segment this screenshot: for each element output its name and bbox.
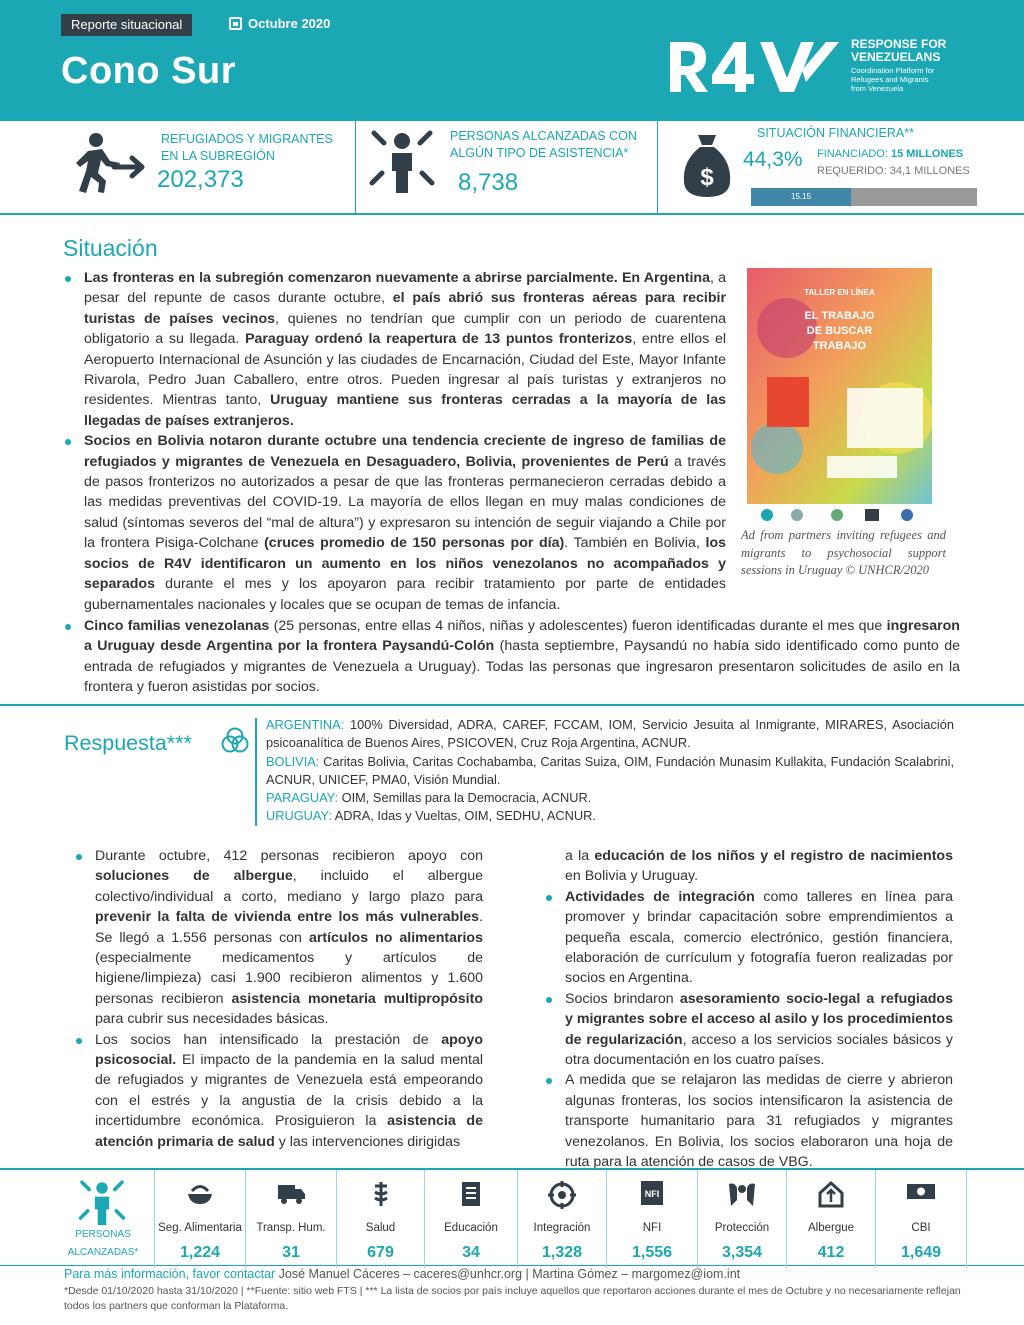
sector-food-value: 1,224 [179, 1244, 221, 1261]
sector-integration [518, 1170, 606, 1268]
sector-food [155, 1170, 245, 1268]
sector-cbi [876, 1170, 966, 1268]
partners-bolivia: BOLIVIA: Caritas Bolivia, Caritas Cochabamba, Caritas Suiza, OIM, Fundación Munasim Kullakita, Fundación Scalabrini, ACNUR, UNICEF, PMA0, Visión Mundial. [266, 753, 954, 787]
sectors-reached-label-line-1: PERSONAS [75, 1229, 131, 1240]
respuesta-list-2 [543, 887, 953, 1173]
sector-education [425, 1170, 517, 1268]
respuesta-bullet-5: A medida que se relajaron las medidas de cierre y abrieron algunas fronteras, los socios intensificaron la asistencia de transporte humanitario para 31 refugiados y migrantes venezolanos. En Bolivia, los socios elaboraron una hoja de ruta para la atención de casos de VBG. [543, 1070, 953, 1172]
logo-line-2: VENEZUELANS [851, 50, 941, 64]
cash-icon [905, 1180, 937, 1202]
sector-cbi-value: 1,649 [900, 1244, 942, 1261]
finance-label: SITUACIÓN FINANCIERA** [757, 126, 914, 140]
situacion-title: Situación [63, 235, 158, 261]
respuesta-column-2 [543, 846, 953, 1173]
sector-protection [698, 1170, 786, 1268]
sector-integration-label: Integración [533, 1222, 591, 1234]
logo-sub-2: Refugees and Migrants [851, 75, 929, 84]
stat-divider [355, 121, 356, 215]
logo-line-1: RESPONSE FOR [851, 37, 947, 51]
sector-nfi-value: 1,556 [631, 1244, 673, 1261]
partners-paraguay: PARAGUAY: OIM, Semillas para la Democracia, ACNUR. [266, 790, 592, 806]
sector-divider [966, 1170, 967, 1268]
respuesta-title: Respuesta*** [64, 731, 192, 755]
sector-transport [246, 1170, 336, 1268]
stat-divider [657, 121, 658, 215]
funded-label-text: FINANCIADO: [817, 148, 891, 160]
required-label: REQUERIDO: 34,1 MILLONES [817, 165, 970, 177]
book-icon [460, 1180, 482, 1208]
sector-education-label: Educación [444, 1222, 498, 1234]
report-date [229, 16, 330, 31]
truck-icon [276, 1180, 306, 1206]
health-icon [370, 1180, 392, 1208]
finance-percent: 44,3% [743, 148, 803, 171]
svg-text:NFI: NFI [644, 1189, 660, 1199]
refugees-label [161, 131, 333, 165]
sectors-reached-label [56, 1226, 150, 1262]
respuesta-bullet-2: Los socios han intensificado la prestación de apoyo psicosocial. El impacto de la pandemia en la salud mental de refugiados y migrantes de Venezuela está empeorando con el estrés y la angustia de la crisis debido a la incertidumbre económica. Prosiguieron la asistencia de atención primaria de salud y las intervenciones dirigidas [73, 1030, 483, 1152]
reached-person-icon [366, 127, 438, 197]
situacion-bullet-1: Las fronteras en la subregión comenzaron nuevamente a abrirse parcialmente. En Argentina, a pesar del repunte de casos durante octubre, el país abrió sus fronteras aéreas para recibir turistas de países vecinos, quienes no tendrían que cumplir con un periodo de cuarentena obligatorio a su llegada. Paraguay ordenó la reapertura de 13 puntos fronterizos, entre ellos el Aeropuerto Internacional de Asunción y las ciudades de Encarnación, Ciudad del Este, Mayor Infante Rivarola, Pedro Juan Caballero, entre otros. Pueden ingresar al país turistas y extranjeros no residentes. Mientras tanto, Uruguay mantiene sus fronteras cerradas a la mayoría de las llegadas de países extranjeros. [62, 268, 726, 431]
funded-value: 15 MILLONES [890, 148, 964, 160]
footnotes: *Desde 01/10/2020 hasta 31/10/2020 | **Fuente: sitio web FTS | *** La lista de socios por país incluye aquellos que reportaron acciones durante el mes de Octubre y no necesariamente reflejan todos los partners que conforman la Plataforma. [64, 1285, 961, 1312]
situacion-list-continued [62, 616, 960, 698]
situacion-bullet-2: Socios en Bolivia notaron durante octubre una tendencia creciente de ingreso de familias de refugiados y migrantes de Venezuela en Desaguadero, Bolivia, provenientes de Perú a través de pasos fronterizos no autorizados a pesar de que las fronteras permanecieron cerradas debido a las medidas preventivas del COVID-19. La mayoría de ellos llegan en muy malas condiciones de salud (síntomas severos del “mal de altura”) y expresaron su intención de seguir viajando a Chile por la frontera Pisiga-Colchane (cruces promedio de 150 personas por día). También en Bolivia, los socios de R4V identificaron un aumento en los niños venezolanos no acompañados y separados durante el mes y los apoyaron para recibir tratamiento por parte de entidades gubernamentales nacionales y locales que se ocupan de temas de infancia. [62, 431, 726, 615]
report-type-badge: Reporte situacional [61, 14, 192, 36]
workshop-poster-image [747, 268, 932, 526]
sector-health-label: Salud [365, 1222, 396, 1234]
sector-integration-value: 1,328 [541, 1244, 583, 1261]
money-bag-icon [680, 131, 734, 199]
sector-food-label: Seg. Alimentaria [158, 1222, 242, 1234]
shelter-icon [817, 1180, 845, 1208]
logo-sub-1: Coordination Platform for [851, 66, 935, 75]
poster-line-4: TRABAJO [812, 340, 867, 352]
sector-nfi [607, 1170, 697, 1268]
logo-text [851, 38, 946, 93]
partners-argentina: ARGENTINA: 100% Diversidad, ADRA, CAREF, FCCAM, IOM, Servicio Jesuita al Inmigrante, MIRARES, Asociación psicoanalítica de Buenos Aires, PSICOVEN, Cruz Roja Argentina, ACNUR. [266, 717, 954, 751]
report-date-text: Octubre 2020 [248, 16, 331, 31]
situacion-bullet-3: Cinco familias venezolanas (25 personas, entre ellas 4 niños, niñas y adolescentes) fueron identificadas durante el mes que ingresaron a Uruguay desde Argentina por la frontera Paysandú-Colón (hasta septiembre, Paysandú no había sido identificado como punto de entrada de refugiados y migrantes de Venezuela a Uruguay). Todas las personas que ingresaron presentaron solicitudes de asilo en la frontera y fueron asistidas por socios. [62, 616, 960, 698]
reached-value: 8,738 [458, 169, 519, 196]
sector-protection-label: Protección [714, 1222, 770, 1234]
respuesta-column-1 [73, 846, 483, 1152]
finance-progress-bar [751, 188, 977, 206]
refugees-value: 202,373 [157, 166, 244, 193]
logo-sub-3: from Venezuela [851, 84, 904, 93]
sector-shelter-label: Albergue [807, 1222, 855, 1234]
poster-line-1: TALLER EN LÍNEA [804, 288, 875, 297]
sector-shelter-value: 412 [817, 1244, 845, 1261]
sector-nfi-label: NFI [642, 1222, 662, 1234]
sector-shelter [787, 1170, 875, 1268]
integration-icon [547, 1180, 577, 1210]
section-divider [0, 704, 1024, 706]
finance-progress-fill: 15.15 [751, 188, 851, 206]
walking-person-icon [66, 131, 150, 197]
reached-label-line-2: ALGÚN TIPO DE ASISTENCIA* [450, 146, 629, 160]
respuesta-continued-text: a la educación de los niños y el registro de nacimientos en Bolivia y Uruguay. [565, 848, 953, 885]
sectors-reached-label-line-2: ALCANZADAS* [67, 1247, 139, 1258]
partners-uruguay: URUGUAY: ADRA, Idas y Vueltas, OIM, SEDHU, ACNUR. [266, 808, 596, 824]
sectors-bar [0, 1168, 1024, 1266]
sector-protection-value: 3,354 [721, 1244, 763, 1261]
contact-line [64, 1267, 740, 1281]
page-title: Cono Sur [61, 50, 236, 92]
partners-accent-bar [255, 718, 257, 826]
contact-details[interactable]: José Manuel Cáceres – caceres@unhcr.org | Martina Gómez – margomez@iom.int [275, 1267, 741, 1281]
poster-caption: Ad from partners inviting refugees and migrants to psychosocial support sessions in Uruguay © UNHCR/2020 [741, 528, 946, 577]
calendar-icon [229, 17, 242, 30]
header-banner [0, 0, 1024, 121]
refugees-label-line-2: EN LA SUBREGIÓN [161, 149, 275, 163]
situacion-list [62, 268, 726, 615]
sector-health-value: 679 [367, 1244, 394, 1261]
poster-line-2: EL TRABAJO [804, 310, 875, 322]
sector-health [337, 1170, 424, 1268]
refugees-label-line-1: REFUGIADOS Y MIGRANTES [161, 132, 333, 146]
svg-text:$: $ [700, 164, 714, 191]
sector-education-value: 34 [462, 1244, 480, 1261]
food-icon [186, 1180, 214, 1206]
contact-lead: Para más información, favor contactar [64, 1267, 276, 1281]
respuesta-bullet-4: Socios brindaron asesoramiento socio-legal a refugiados y migrantes sobre el acceso al asilo y los procedimientos de regularización, acceso a los servicios sociales básicos y otra documentación en los cuatro países. [543, 989, 953, 1071]
sector-transport-value: 31 [282, 1244, 300, 1261]
respuesta-bullet-3: Actividades de integración como talleres en línea para promover y brindar capacitación sobre emprendimientos a pequeña escala, comercio electrónico, gestión financiera, elaboración de currículum y fotografía fueron realizadas por socios en Argentina. [543, 887, 953, 989]
partners-rings-icon [220, 726, 250, 756]
sector-cbi-label: CBI [911, 1222, 931, 1234]
protection-icon [727, 1180, 757, 1208]
partners-list [266, 716, 954, 826]
funded-label [817, 148, 963, 160]
reached-label-line-1: PERSONAS ALCANZADAS CON [450, 129, 637, 143]
sector-transport-label: Transp. Hum. [256, 1222, 326, 1234]
respuesta-bullet-1: Durante octubre, 412 personas recibieron apoyo con soluciones de albergue, incluido el albergue colectivo/individual a corto, mediano y largo plazo para prevenir la falta de vivienda entre los más vulnerables. Se llegó a 1.556 personas con artículos no alimentarios (especialmente medicamentos y artículos de higiene/limpieza) casi 1.900 recibieron alimentos y 1.600 personas recibieron asistencia monetaria multipropósito para cubrir sus necesidades básicas. [73, 846, 483, 1030]
reached-person-icon [76, 1178, 128, 1228]
poster-line-3: DE BUSCAR [806, 325, 873, 337]
reached-label [450, 128, 637, 162]
r4v-logo [668, 38, 840, 96]
nfi-icon [640, 1180, 664, 1206]
